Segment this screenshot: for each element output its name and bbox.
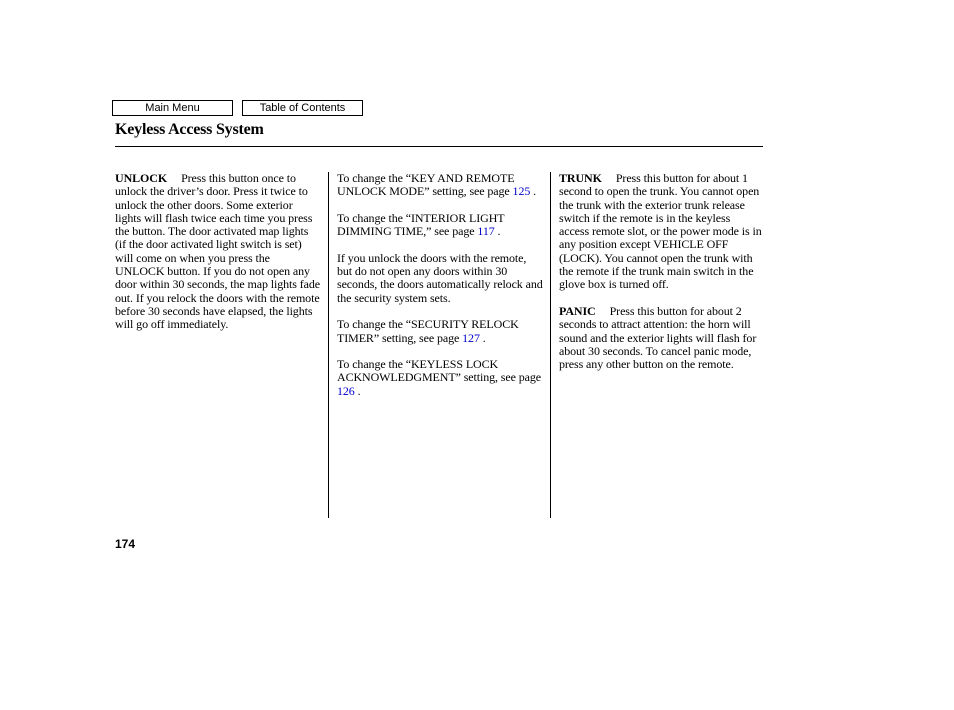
column-1 [115, 172, 321, 345]
period: . [482, 330, 486, 345]
column-divider-2 [550, 172, 551, 518]
unlock-description: Press this button once to unlock the driver’s door. Press it twice to unlock the other doors. Some exterior lights will flash twice each time you press the button. The door activated map lights (if the door activated light switch is set) will come on when you press the UNLOCK button. If you do not open any door within 30 seconds, the map lights fade out. If you relock the doors with the remote before 30 seconds have elapsed, the lights will go off immediately. [115, 171, 320, 332]
page-link-117[interactable]: 117 [477, 224, 495, 239]
page-link-127[interactable]: 127 [462, 330, 480, 345]
key-remote-unlock-text: To change the “KEY AND REMOTE UNLOCK MODE” setting, see page [337, 171, 515, 199]
column-2 [337, 172, 544, 411]
key-remote-unlock-paragraph [337, 172, 544, 199]
panic-term: PANIC [559, 303, 596, 318]
section-title: Keyless Access System [115, 121, 264, 138]
unlock-paragraph [115, 172, 321, 332]
trunk-term: TRUNK [559, 171, 602, 185]
page-link-125[interactable]: 125 [512, 184, 531, 199]
interior-light-paragraph [337, 212, 544, 239]
title-divider [115, 146, 763, 147]
interior-light-text: To change the “INTERIOR LIGHT DIMMING TIME,” see page [337, 210, 505, 239]
auto-relock-paragraph: If you unlock the doors with the remote, but do not open any doors within 30 seconds, the doors automatically relock and the security system sets. [337, 250, 543, 305]
trunk-paragraph [559, 172, 763, 292]
column-3 [559, 172, 763, 385]
main-menu-button[interactable]: Main Menu [112, 100, 233, 116]
period: . [497, 224, 501, 239]
period: . [533, 184, 537, 199]
panic-paragraph [559, 305, 763, 371]
page-number: 174 [115, 537, 136, 551]
keyless-lock-ack-paragraph [337, 358, 544, 398]
security-relock-text: To change the “SECURITY RELOCK TIMER” setting, see page [337, 317, 519, 345]
column-divider-1 [328, 172, 329, 518]
keyless-lock-ack-text: To change the “KEYLESS LOCK ACKNOWLEDGMENT” setting, see page [337, 357, 541, 385]
panic-description: Press this button for about 2 seconds to attract attention: the horn will sound and the exterior lights will flash for about 30 seconds. To cancel panic mode, press any other button on the remote. [559, 303, 757, 372]
page-link-126[interactable]: 126 [337, 383, 355, 398]
security-relock-paragraph [337, 318, 544, 345]
table-of-contents-button[interactable]: Table of Contents [242, 100, 363, 116]
trunk-description: Press this button for about 1 second to open the trunk. You cannot open the trunk with the exterior trunk release switch if the remote is in the keyless access remote slot, or the power mode is in any position except VEHICLE OFF (LOCK). You cannot open the trunk with the remote if the trunk main switch in the glove box is turned off. [559, 171, 762, 292]
period: . [357, 383, 361, 398]
unlock-term: UNLOCK [115, 171, 168, 185]
